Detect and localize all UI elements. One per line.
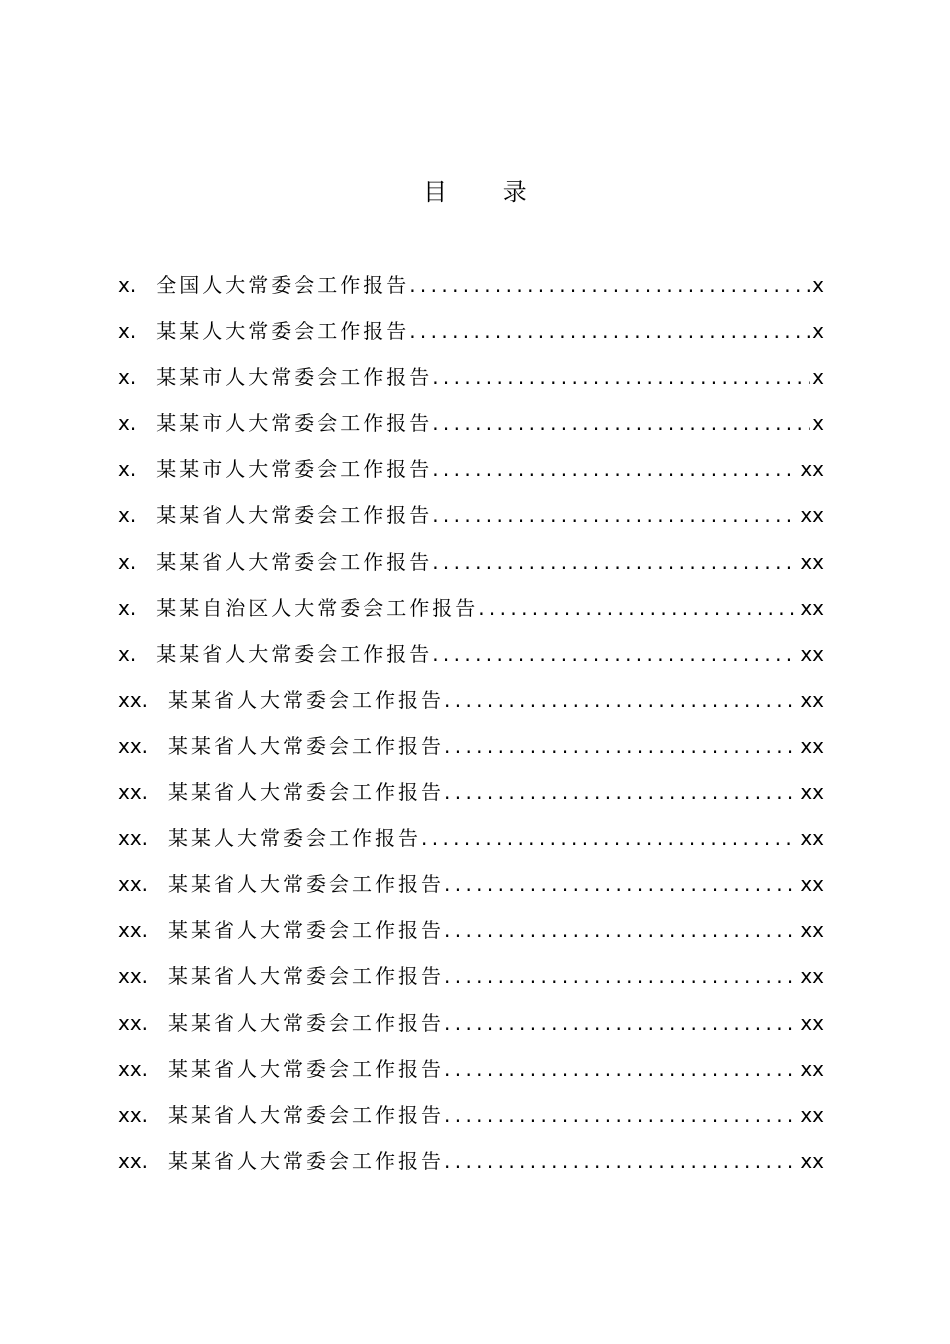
- toc-dot-leader: [444, 1000, 798, 1046]
- toc-entry[interactable]: [118, 1092, 824, 1138]
- toc-entry[interactable]: [118, 308, 824, 354]
- toc-dot-leader: [444, 1046, 798, 1092]
- toc-entry-page-number: xx: [800, 687, 824, 712]
- toc-dot-leader: [432, 400, 810, 446]
- toc-entry[interactable]: [118, 907, 824, 953]
- toc-entry[interactable]: [118, 953, 824, 999]
- toc-entry-number: x.: [118, 641, 137, 666]
- page-title: 目 录: [423, 178, 551, 206]
- toc-entry[interactable]: [118, 1046, 824, 1092]
- toc-dot-leader: [432, 539, 798, 585]
- toc-entry-title: 某某人大常委会工作报告: [156, 319, 410, 344]
- toc-entry-page-number: x: [812, 273, 824, 297]
- toc-entry-number: xx.: [118, 733, 149, 758]
- toc-entry-title: 某某自治区人大常委会工作报告: [156, 595, 479, 620]
- toc-dot-leader: [432, 446, 798, 492]
- toc-entry-number: x.: [118, 365, 137, 390]
- toc-entry-page-number: xx: [800, 872, 824, 897]
- toc-dot-leader: [409, 308, 810, 354]
- toc-entry-number: xx.: [118, 1102, 149, 1127]
- toc-entry-number: xx.: [118, 918, 149, 943]
- toc-dot-leader: [444, 953, 798, 999]
- toc-entry-title: 某某省人大常委会工作报告: [168, 1148, 445, 1173]
- toc-entry-number: xx.: [118, 780, 149, 805]
- toc-entry-page-number: xx: [800, 549, 824, 574]
- toc-dot-leader: [432, 354, 810, 400]
- toc-entry[interactable]: [118, 1000, 824, 1046]
- toc-dot-leader: [444, 1138, 798, 1184]
- toc-entry-title: 某某省人大常委会工作报告: [156, 503, 433, 528]
- toc-entry-page-number: xx: [800, 826, 824, 851]
- toc-dot-leader: [444, 1092, 798, 1138]
- table-of-contents: [118, 262, 824, 1184]
- toc-entry-page-number: xx: [800, 503, 824, 528]
- toc-entry[interactable]: [118, 1138, 824, 1184]
- toc-entry-page-number: x: [812, 411, 824, 436]
- toc-entry-number: xx.: [118, 1056, 149, 1081]
- toc-entry-page-number: xx: [800, 780, 824, 805]
- toc-entry-page-number: xx: [800, 1102, 824, 1127]
- toc-entry-page-number: xx: [800, 641, 824, 666]
- toc-entry-title: 某某省人大常委会工作报告: [168, 918, 445, 943]
- toc-dot-leader: [432, 492, 798, 538]
- toc-entry-title: 某某省人大常委会工作报告: [168, 780, 445, 805]
- toc-entry-number: x.: [118, 273, 137, 297]
- toc-entry-number: xx.: [118, 826, 149, 851]
- toc-entry-title: 某某市人大常委会工作报告: [156, 457, 433, 482]
- toc-entry-number: x.: [118, 319, 137, 344]
- toc-entry[interactable]: [118, 861, 824, 907]
- toc-dot-leader: [444, 723, 798, 769]
- toc-entry-number: x.: [118, 549, 137, 574]
- toc-entry-page-number: xx: [800, 457, 824, 482]
- toc-entry-title: 某某人大常委会工作报告: [168, 826, 422, 851]
- toc-entry-title: 某某省人大常委会工作报告: [168, 1056, 445, 1081]
- toc-entry-number: x.: [118, 595, 137, 620]
- toc-entry-page-number: xx: [800, 1010, 824, 1035]
- toc-entry-page-number: x: [812, 319, 824, 344]
- toc-entry[interactable]: [118, 815, 824, 861]
- toc-dot-leader: [432, 631, 798, 677]
- toc-entry[interactable]: [118, 723, 824, 769]
- toc-entry[interactable]: [118, 262, 824, 308]
- toc-entry[interactable]: [118, 400, 824, 446]
- toc-dot-leader: [444, 769, 798, 815]
- toc-entry-page-number: x: [812, 365, 824, 390]
- toc-entry[interactable]: [118, 354, 824, 400]
- toc-entry[interactable]: [118, 585, 824, 631]
- toc-entry-number: xx.: [118, 687, 149, 712]
- toc-entry[interactable]: [118, 769, 824, 815]
- toc-entry-number: x.: [118, 457, 137, 482]
- toc-entry-title: 全国人大常委会工作报告: [156, 273, 410, 297]
- toc-entry[interactable]: [118, 539, 824, 585]
- toc-entry-number: xx.: [118, 1010, 149, 1035]
- toc-entry-number: x.: [118, 503, 137, 528]
- toc-entry-title: 某某省人大常委会工作报告: [168, 964, 445, 989]
- toc-entry[interactable]: [118, 446, 824, 492]
- toc-entry-number: x.: [118, 411, 137, 436]
- toc-entry-number: xx.: [118, 1148, 149, 1173]
- toc-entry-page-number: xx: [800, 733, 824, 758]
- toc-entry-page-number: xx: [800, 918, 824, 943]
- toc-entry[interactable]: [118, 631, 824, 677]
- toc-entry-title: 某某省人大常委会工作报告: [156, 549, 433, 574]
- toc-entry[interactable]: [118, 492, 824, 538]
- toc-dot-leader: [421, 815, 798, 861]
- toc-entry-number: xx.: [118, 964, 149, 989]
- toc-dot-leader: [409, 262, 810, 308]
- toc-entry-title: 某某市人大常委会工作报告: [156, 411, 433, 436]
- toc-entry-title: 某某市人大常委会工作报告: [156, 365, 433, 390]
- toc-entry-page-number: xx: [800, 964, 824, 989]
- toc-entry-page-number: xx: [800, 1148, 824, 1173]
- toc-dot-leader: [478, 585, 798, 631]
- toc-entry-number: xx.: [118, 872, 149, 897]
- toc-dot-leader: [444, 907, 798, 953]
- toc-entry[interactable]: [118, 677, 824, 723]
- toc-entry-page-number: xx: [800, 595, 824, 620]
- toc-dot-leader: [444, 677, 798, 723]
- toc-entry-title: 某某省人大常委会工作报告: [168, 687, 445, 712]
- toc-entry-title: 某某省人大常委会工作报告: [156, 641, 433, 666]
- toc-entry-page-number: xx: [800, 1056, 824, 1081]
- toc-dot-leader: [444, 861, 798, 907]
- toc-entry-title: 某某省人大常委会工作报告: [168, 1010, 445, 1035]
- toc-entry-title: 某某省人大常委会工作报告: [168, 872, 445, 897]
- toc-entry-title: 某某省人大常委会工作报告: [168, 733, 445, 758]
- toc-entry-title: 某某省人大常委会工作报告: [168, 1102, 445, 1127]
